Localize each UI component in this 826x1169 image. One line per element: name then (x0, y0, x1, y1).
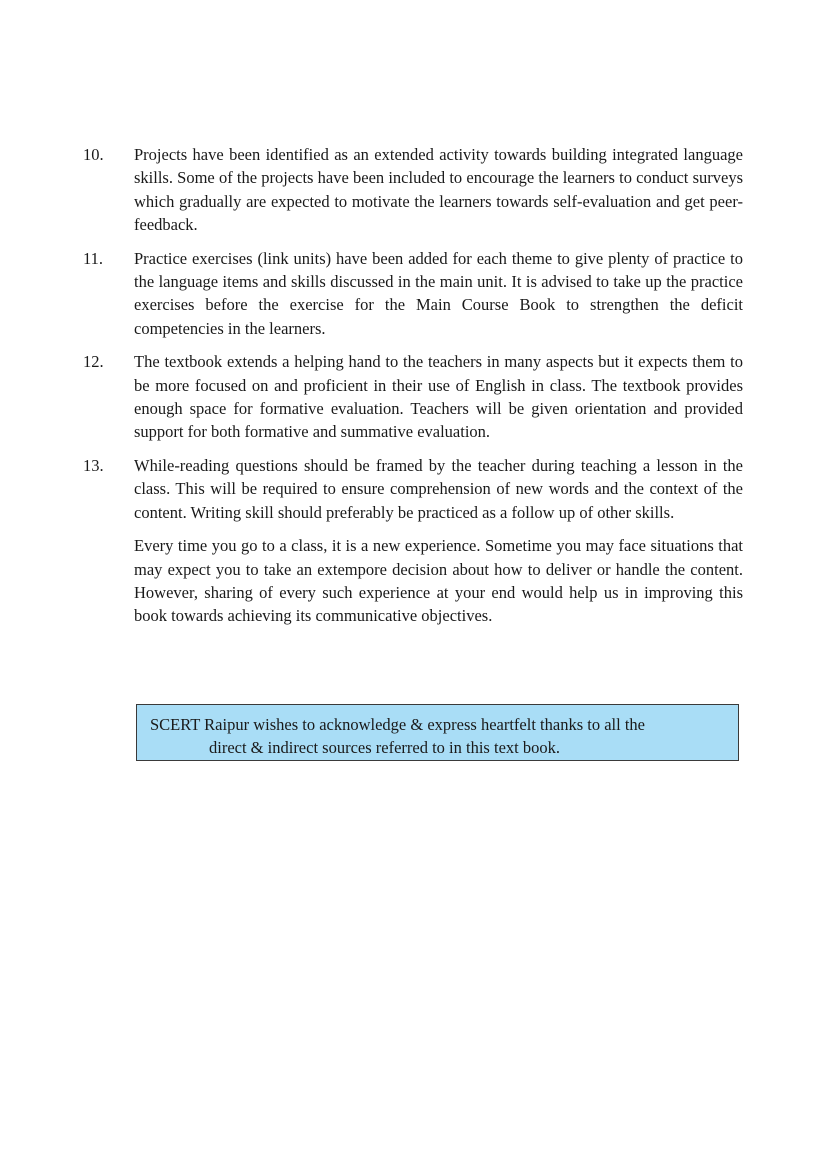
list-item (83, 247, 743, 341)
item-text: Projects have been identified as an extended activity towards building integrated language skills. Some of the projects have been included to encourage the learners to conduct surveys which gradually are expected to motivate the learners towards self-evaluation and get peer-feedback. (134, 145, 743, 235)
closing-paragraph: Every time you go to a class, it is a new experience. Sometime you may face situations that may expect you to take an extempore decision about how to deliver or handle the content. However, sharing of every such experience at your end would help us in improving this book towards achieving its communicative objectives. (134, 536, 743, 626)
item-text: Practice exercises (link units) have been added for each theme to give plenty of practice to the language items and skills discussed in the main unit. It is advised to take up the practice exercises before the exercise for the Main Course Book to strengthen the deficit competencies in the learners. (134, 248, 743, 338)
item-number: 11. (83, 248, 104, 268)
acknowledgement-line-1: SCERT Raipur wishes to acknowledge & express heartfelt thanks to all the (150, 715, 645, 734)
item-number: 13. (83, 455, 104, 475)
list-item (83, 143, 743, 237)
item-text: The textbook extends a helping hand to the teachers in many aspects but it expects them to be more focused on and proficient in their use of English in class. The textbook provides enough space for formative evaluation. Teachers will be given orientation and provided support for both formative and summative evaluation. (134, 352, 743, 442)
item-number: 12. (83, 352, 104, 372)
acknowledgement-box (136, 704, 739, 761)
item-text: While-reading questions should be framed by the teacher during teaching a lesson in the class. This will be required to ensure comprehension of new words and the context of the content. Writing skill should preferably be practiced as a follow up of other skills. (134, 455, 743, 522)
item-number: 10. (83, 145, 104, 164)
acknowledgement-line-2: direct & indirect sources referred to in this text book. (209, 738, 560, 757)
list-item (83, 454, 743, 524)
list-item (83, 350, 743, 444)
guidelines-list (83, 143, 743, 638)
